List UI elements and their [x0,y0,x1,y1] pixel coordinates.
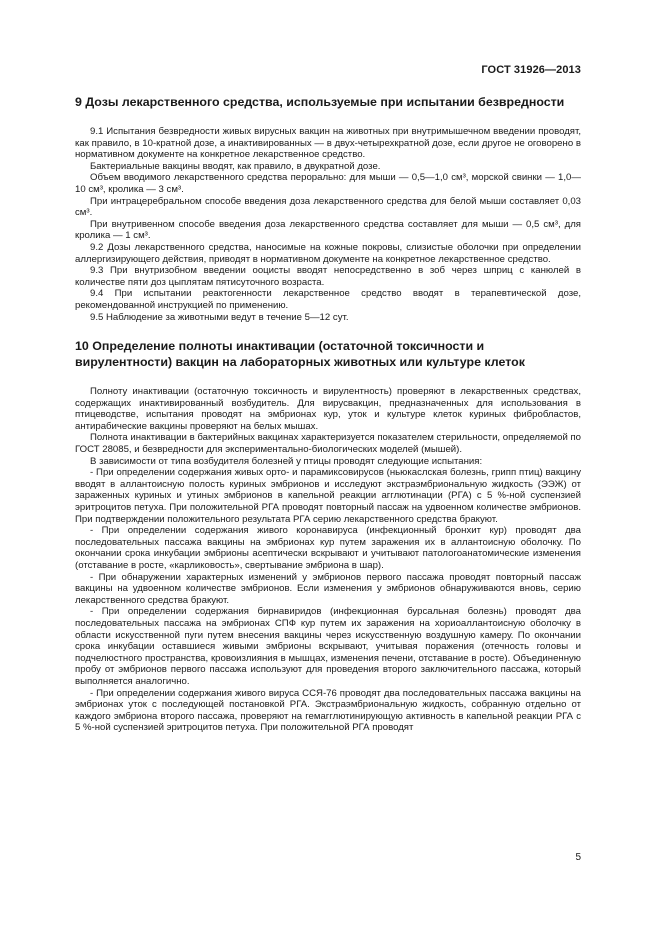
paragraph: 9.3 При внутризобном введении ооцисты вводят непосредственно в зоб через шприц с канюлей в количестве пяти доз цыплятам пятисуточного возраста. [75,265,581,288]
paragraph: - При определении содержания живого коронавируса (инфекционный бронхит кур) проводят два последовательных пассажа вакцины на эмбрионах кур путем заражения их в аллантоисную оболочку. По окончании срока инкубации эмбрионы асептически вскрывают и учитывают патологоанатомические изменения (отставание в росте, «карликовость», свертывание эмбриона в шар). [75,525,581,571]
section-10-heading: 10 Определение полноты инактивации (остаточной токсичности и вирулентности) вакцин на лабораторных животных или культуре клеток [75,339,525,370]
paragraph: При интрацеребральном способе введения доза лекарственного средства для белой мыши составляет 0,03 см³. [75,195,581,219]
paragraph: - При обнаружении характерных изменений у эмбрионов первого пассажа проводят повторный пассаж вакцины на удвоенном количестве эмбрионов. Если изменения у эмбрионов обнаруживаются вновь, серию лекарственного средства бракуют. [75,571,581,606]
paragraph: - При определении содержания живых орто- и парамиксовирусов (ньюкаслская болезнь, грипп птиц) вакцину вводят в аллантоисную полость куриных эмбрионов и исследуют экстраэмбриональную жидкость (ЭЭЖ) от зараженных куриных и утиных эмбрионов в капельной реакции агглютинации (РГА) с 5 %-ной суспензией эритроцитов петуха. При положительной РГА проводят повторный пассаж на удвоенном количестве эмбрионов. При подтверждении положительного результата РГА серию лекарственного средства бракуют. [75,467,581,525]
paragraph: В зависимости от типа возбудителя болезней у птицы проводят следующие испытания: [90,455,483,467]
paragraph: Бактериальные вакцины вводят, как правило, в двукратной дозе. [90,160,381,172]
paragraph: Полноту инактивации (остаточную токсичность и вирулентность) проверяют в лекарственных средствах, содержащих инактивированный возбудитель. Для вирусвакцин, предназначенных для использования в птицеводстве, испытания проводят на эмбрионах кур, уток и культуре клеток куриных фибробластов, антирабические вакцины проверяют на белых мышах. [75,386,581,432]
paragraph: - При определении содержания живого вируса ССЯ-76 проводят два последовательных пассажа вакцины на эмбрионах уток с последующей постановкой РГА. Экстраэмбриональную жидкость, собранную отдельно от каждого эмбриона второго пассажа, проверяют на гемагглютинирующую активность в капельной реакции РГА с 5 %-ной суспензией эритроцитов петуха. При положительной РГА проводят [75,687,581,734]
paragraph: При внутривенном способе введения доза лекарственного средства составляет для мыши — 0,5 см³, для кролика — 1 см³. [75,218,581,242]
paragraph: 9.4 При испытании реактогенности лекарственное средство вводят в терапевтической дозе, рекомендованной инструкцией по применению. [75,288,581,311]
paragraph: - При определении содержания бирнавиридов (инфекционная бурсальная болезнь) проводят два последовательных пассажа на эмбрионах СПФ кур путем их заражения на хориоаллантоисную оболочку в области искусственной пуги путем внесения вакцины через искусственную воздушную камеру. По окончании срока инкубации оставшиеся живыми эмбрионы вскрывают, учитывая поражения (отечность головы и подчелюстного пространства, кровоизлияния в мышцах, изменения печени, отставание в росте). Объединенную пробу от эмбрионов первого пассажа используют для проведения второго заключительного пассажа, который выполняется аналогично. [75,606,581,687]
paragraph: 9.5 Наблюдение за животными ведут в течение 5—12 сут. [90,311,349,323]
paragraph: Объем вводимого лекарственного средства перорально: для мыши — 0,5—1,0 см³, морской свинки — 1,0—10 см³, кролика — 3 см³. [75,172,581,195]
paragraph: Полнота инактивации в бактерийных вакцинах характеризуется показателем стерильности, определяемой по ГОСТ 28085, и безвредности для экспериментально-биологических моделей (мышей). [75,432,581,456]
section-9-heading: 9 Дозы лекарственного средства, используемые при испытании безвредности [75,95,565,109]
section-9-body [75,126,581,323]
document-code: ГОСТ 31926—2013 [481,64,581,76]
paragraph: 9.2 Дозы лекарственного средства, наносимые на кожные покровы, слизистые оболочки при определении аллергизирующего действия, приводят в нормативном документе на конкретное лекарственное средство. [75,241,581,265]
page-content [75,92,581,734]
section-10-body [75,386,581,734]
page-number: 5 [575,852,581,863]
paragraph: 9.1 Испытания безвредности живых вирусных вакцин на животных при внутримышечном введении проводят, как правило, в 10-кратной дозе, а инактивированных — в двух-четырехкратной дозе, если другое не оговорено в нормативном документе на конкретное лекарственное средство. [75,126,581,161]
